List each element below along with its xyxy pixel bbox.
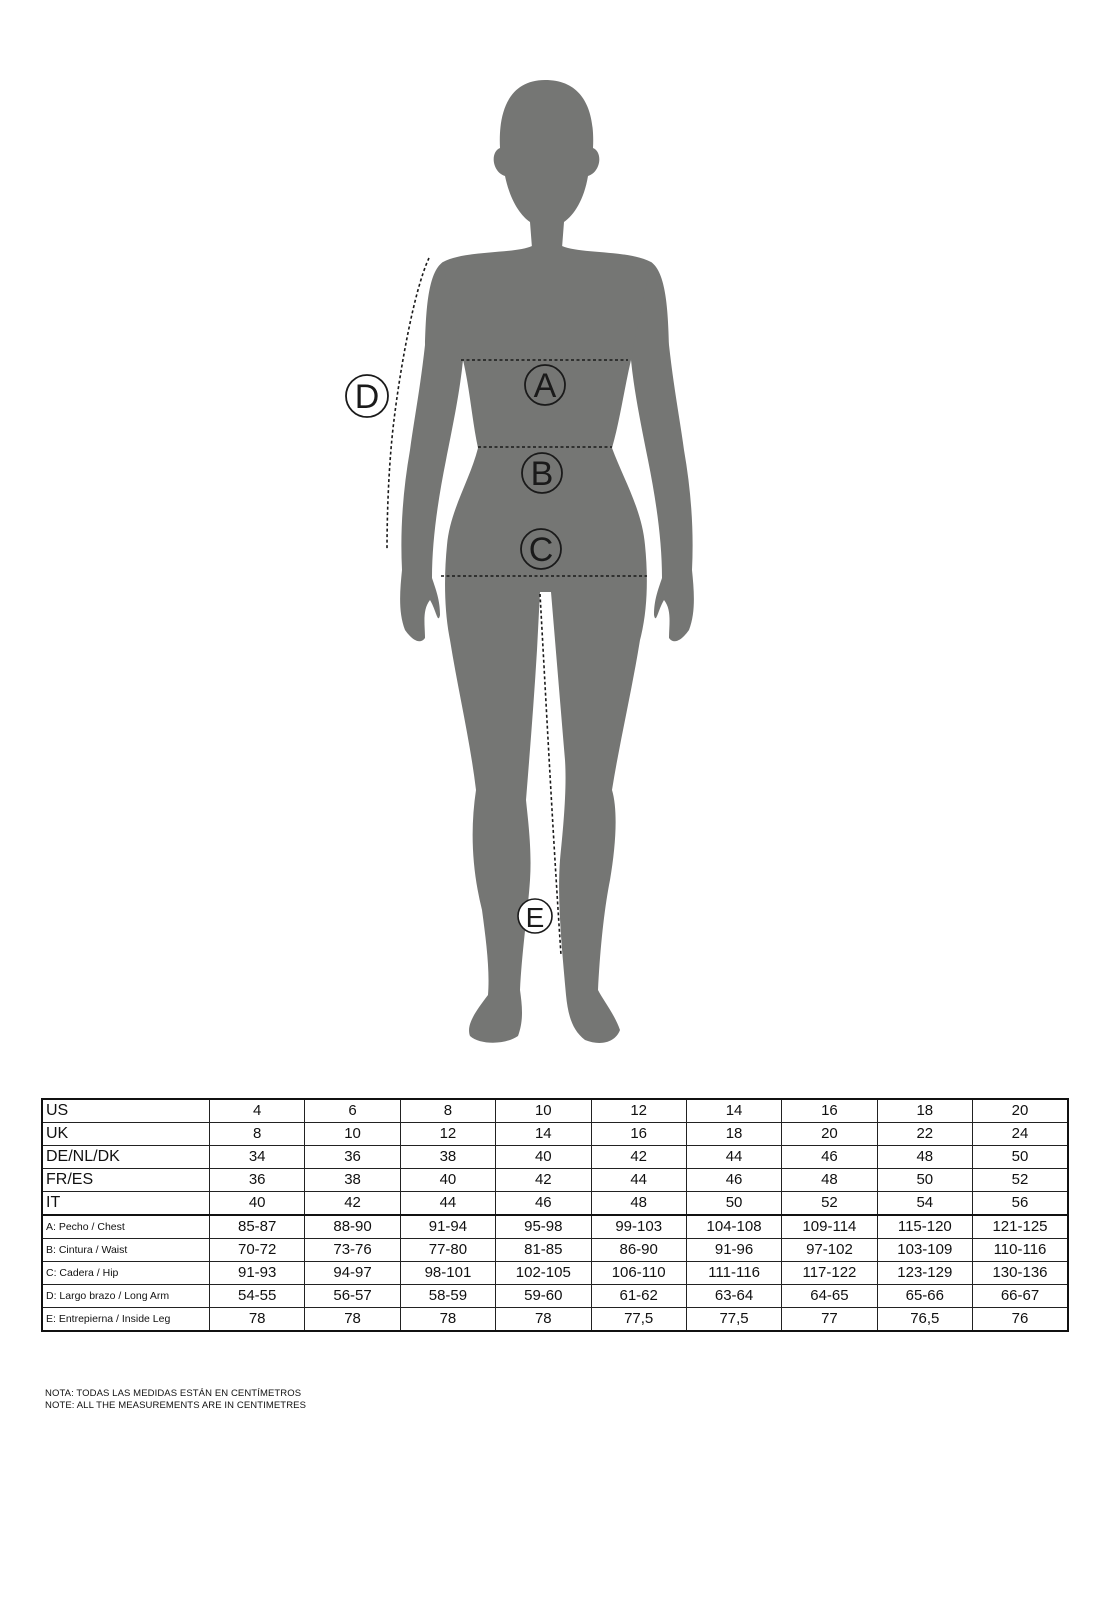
note-english: NOTE: ALL THE MEASUREMENTS ARE IN CENTIMETRES xyxy=(45,1400,307,1411)
svg-text:A: A xyxy=(533,367,557,405)
svg-text:D: D xyxy=(354,378,380,416)
table-cell: 10 xyxy=(496,1099,591,1123)
table-cell: 110-116 xyxy=(973,1239,1069,1262)
table-cell: 44 xyxy=(400,1192,495,1216)
table-cell: 123-129 xyxy=(877,1262,972,1285)
note-spanish: NOTA: TODAS LAS MEDIDAS ESTÁN EN CENTÍMETROS xyxy=(45,1388,302,1399)
measurement-row xyxy=(42,1285,1068,1308)
table-cell: 18 xyxy=(686,1123,781,1146)
row-label: DE/NL/DK xyxy=(42,1146,210,1169)
table-cell: 34 xyxy=(210,1146,305,1169)
table-cell: 64-65 xyxy=(782,1285,877,1308)
table-cell: 8 xyxy=(400,1099,495,1123)
svg-text:E: E xyxy=(525,902,545,933)
table-cell: 6 xyxy=(305,1099,400,1123)
table-cell: 14 xyxy=(686,1099,781,1123)
size-row xyxy=(42,1192,1068,1216)
row-label: A: Pecho / Chest xyxy=(42,1215,210,1239)
size-row xyxy=(42,1146,1068,1169)
table-cell: 12 xyxy=(591,1099,686,1123)
table-cell: 46 xyxy=(496,1192,591,1216)
table-cell: 77,5 xyxy=(591,1308,686,1332)
table-cell: 36 xyxy=(210,1169,305,1192)
row-label: IT xyxy=(42,1192,210,1216)
table-cell: 42 xyxy=(305,1192,400,1216)
table-cell: 14 xyxy=(496,1123,591,1146)
table-cell: 78 xyxy=(400,1308,495,1332)
table-cell: 48 xyxy=(782,1169,877,1192)
table-cell: 44 xyxy=(686,1146,781,1169)
table-cell: 8 xyxy=(210,1123,305,1146)
table-cell: 103-109 xyxy=(877,1239,972,1262)
row-label: E: Entrepierna / Inside Leg xyxy=(42,1308,210,1332)
measurement-row xyxy=(42,1239,1068,1262)
table-cell: 48 xyxy=(877,1146,972,1169)
measurement-notes xyxy=(45,1388,306,1412)
table-cell: 54 xyxy=(877,1192,972,1216)
table-cell: 54-55 xyxy=(210,1285,305,1308)
table-cell: 76,5 xyxy=(877,1308,972,1332)
row-label: C: Cadera / Hip xyxy=(42,1262,210,1285)
row-label: US xyxy=(42,1099,210,1123)
table-cell: 102-105 xyxy=(496,1262,591,1285)
table-cell: 106-110 xyxy=(591,1262,686,1285)
size-row xyxy=(42,1099,1068,1123)
table-cell: 99-103 xyxy=(591,1215,686,1239)
table-cell: 40 xyxy=(400,1169,495,1192)
measurement-row xyxy=(42,1215,1068,1239)
row-label: D: Largo brazo / Long Arm xyxy=(42,1285,210,1308)
table-cell: 115-120 xyxy=(877,1215,972,1239)
table-cell: 50 xyxy=(877,1169,972,1192)
table-cell: 78 xyxy=(305,1308,400,1332)
table-cell: 52 xyxy=(782,1192,877,1216)
table-cell: 38 xyxy=(400,1146,495,1169)
table-cell: 121-125 xyxy=(973,1215,1069,1239)
table-cell: 91-94 xyxy=(400,1215,495,1239)
table-cell: 73-76 xyxy=(305,1239,400,1262)
table-cell: 22 xyxy=(877,1123,972,1146)
table-cell: 16 xyxy=(782,1099,877,1123)
table-cell: 81-85 xyxy=(496,1239,591,1262)
table-cell: 130-136 xyxy=(973,1262,1069,1285)
table-cell: 109-114 xyxy=(782,1215,877,1239)
table-cell: 63-64 xyxy=(686,1285,781,1308)
marker-d xyxy=(346,375,388,417)
marker-e xyxy=(518,899,552,933)
table-cell: 78 xyxy=(210,1308,305,1332)
table-cell: 77 xyxy=(782,1308,877,1332)
table-cell: 36 xyxy=(305,1146,400,1169)
table-cell: 44 xyxy=(591,1169,686,1192)
table-cell: 40 xyxy=(210,1192,305,1216)
table-cell: 86-90 xyxy=(591,1239,686,1262)
table-cell: 88-90 xyxy=(305,1215,400,1239)
table-cell: 70-72 xyxy=(210,1239,305,1262)
table-cell: 24 xyxy=(973,1123,1069,1146)
table-cell: 76 xyxy=(973,1308,1069,1332)
table-cell: 10 xyxy=(305,1123,400,1146)
table-cell: 77-80 xyxy=(400,1239,495,1262)
table-cell: 50 xyxy=(973,1146,1069,1169)
measurement-row xyxy=(42,1262,1068,1285)
table-cell: 20 xyxy=(782,1123,877,1146)
svg-text:C: C xyxy=(528,531,554,569)
table-cell: 46 xyxy=(782,1146,877,1169)
table-cell: 52 xyxy=(973,1169,1069,1192)
table-cell: 104-108 xyxy=(686,1215,781,1239)
table-cell: 98-101 xyxy=(400,1262,495,1285)
table-cell: 97-102 xyxy=(782,1239,877,1262)
table-cell: 91-96 xyxy=(686,1239,781,1262)
size-row xyxy=(42,1169,1068,1192)
table-cell: 42 xyxy=(591,1146,686,1169)
table-cell: 20 xyxy=(973,1099,1069,1123)
table-cell: 40 xyxy=(496,1146,591,1169)
table-cell: 91-93 xyxy=(210,1262,305,1285)
table-cell: 117-122 xyxy=(782,1262,877,1285)
size-chart-body xyxy=(42,1099,1068,1331)
table-cell: 56 xyxy=(973,1192,1069,1216)
table-cell: 50 xyxy=(686,1192,781,1216)
head xyxy=(494,80,600,248)
table-cell: 16 xyxy=(591,1123,686,1146)
row-label: UK xyxy=(42,1123,210,1146)
table-cell: 66-67 xyxy=(973,1285,1069,1308)
table-cell: 95-98 xyxy=(496,1215,591,1239)
size-row xyxy=(42,1123,1068,1146)
table-cell: 78 xyxy=(496,1308,591,1332)
table-cell: 38 xyxy=(305,1169,400,1192)
svg-text:B: B xyxy=(530,455,554,493)
table-cell: 46 xyxy=(686,1169,781,1192)
table-cell: 48 xyxy=(591,1192,686,1216)
table-cell: 58-59 xyxy=(400,1285,495,1308)
table-cell: 56-57 xyxy=(305,1285,400,1308)
table-cell: 18 xyxy=(877,1099,972,1123)
measurement-row xyxy=(42,1308,1068,1332)
table-cell: 65-66 xyxy=(877,1285,972,1308)
row-label: B: Cintura / Waist xyxy=(42,1239,210,1262)
table-cell: 111-116 xyxy=(686,1262,781,1285)
table-cell: 85-87 xyxy=(210,1215,305,1239)
row-label: FR/ES xyxy=(42,1169,210,1192)
table-cell: 12 xyxy=(400,1123,495,1146)
table-cell: 4 xyxy=(210,1099,305,1123)
table-cell: 77,5 xyxy=(686,1308,781,1332)
table-cell: 59-60 xyxy=(496,1285,591,1308)
table-cell: 94-97 xyxy=(305,1262,400,1285)
size-chart-table xyxy=(41,1098,1069,1332)
table-cell: 61-62 xyxy=(591,1285,686,1308)
table-cell: 42 xyxy=(496,1169,591,1192)
